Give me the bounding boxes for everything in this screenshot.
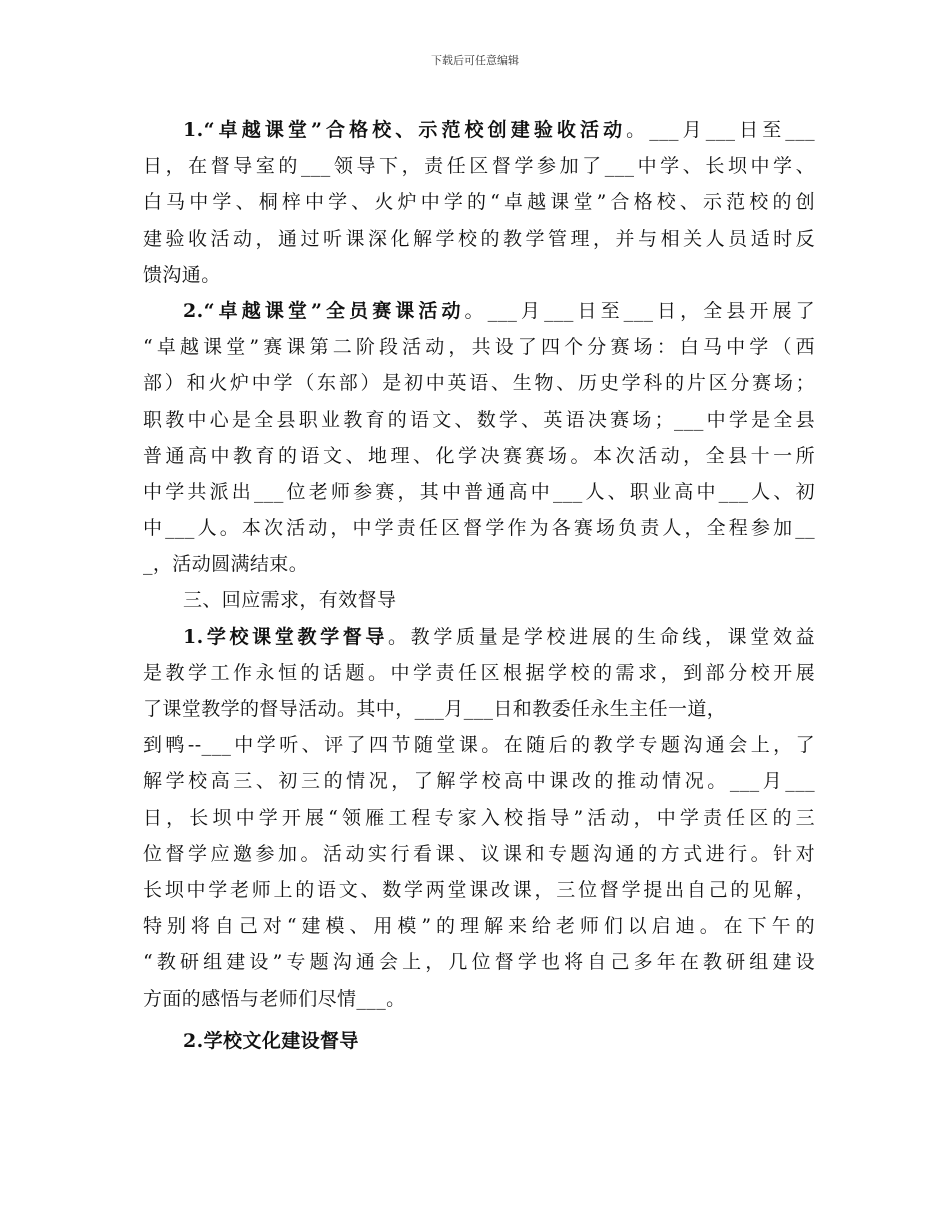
body-text: 长坝中学老师上的语文、数学两堂课改课，三位督学提出自己的见解，	[143, 878, 815, 901]
body-text: 日，长坝中学开展“领雁工程专家入校指导”活动，中学责任区的三	[143, 806, 815, 829]
text-line	[143, 763, 815, 799]
text-line	[143, 619, 815, 655]
text-line	[143, 293, 815, 329]
text-line	[143, 872, 815, 908]
body-text: 到鸭--___中学听、评了四节随堂课。在随后的教学专题沟通会上，了	[143, 734, 815, 757]
text-line	[143, 221, 815, 257]
body-text: 建验收活动，通过听课深化解学校的教学管理，并与相关人员适时反	[143, 227, 815, 250]
heading-text: 1.“卓越课堂”合格校、示范校创建验收活动	[183, 119, 627, 141]
body-text: 。___月___日至___日，全县开展了	[464, 299, 815, 322]
text-line	[143, 438, 815, 474]
body-text: 馈沟通。	[143, 263, 221, 286]
text-line	[143, 1023, 815, 1059]
body-text: 中学共派出___位老师参赛，其中普通高中___人、职业高中___人、初	[143, 480, 815, 503]
text-line	[143, 546, 815, 582]
text-line	[143, 582, 815, 618]
text-line	[143, 727, 815, 763]
body-text: 。教学质量是学校进展的生命线，课堂效益	[388, 625, 815, 648]
text-line	[143, 474, 815, 510]
body-text: 三、回应需求，有效督导	[183, 589, 397, 612]
body-text: 普通高中教育的语文、地理、化学决赛赛场。本次活动，全县十一所	[143, 444, 815, 467]
body-text: 方面的感悟与老师们尽情___。	[143, 987, 406, 1010]
document-body	[143, 112, 815, 1059]
text-line	[143, 510, 815, 546]
body-text: 解学校高三、初三的情况，了解学校高中课改的推动情况。___月___	[143, 770, 815, 793]
heading-text: 1.学校课堂教学督导	[183, 625, 389, 648]
body-text: “教研组建设”专题沟通会上，几位督学也将自己多年在教研组建设	[143, 951, 815, 974]
body-text: 。___月___日至___	[626, 119, 816, 141]
page-header: 下载后可任意编辑	[431, 54, 519, 67]
text-line	[143, 402, 815, 438]
heading-text: 2.“卓越课堂”全员赛课活动	[183, 299, 465, 322]
body-text: 白马中学、桐梓中学、火炉中学的“卓越课堂”合格校、示范校的创	[143, 191, 815, 214]
body-text: 位督学应邀参加。活动实行看课、议课和专题沟通的方式进行。针对	[143, 842, 815, 865]
body-text: 日，在督导室的___领导下，责任区督学参加了___中学、长坝中学、	[143, 155, 815, 178]
text-line	[143, 148, 815, 184]
body-text: 职教中心是全县职业教育的语文、数学、英语决赛场；___中学是全县	[143, 408, 815, 431]
text-line	[143, 981, 815, 1017]
text-line	[143, 944, 815, 980]
body-text: 中___人。本次活动，中学责任区督学作为各赛场负责人，全程参加__	[143, 517, 815, 540]
text-line	[143, 257, 815, 293]
text-line	[143, 800, 815, 836]
text-line	[143, 365, 815, 401]
heading-text: 2.学校文化建设督导	[183, 1029, 359, 1052]
body-text: _，活动圆满结束。	[143, 553, 309, 576]
text-line	[143, 184, 815, 220]
body-text: “卓越课堂”赛课第二阶段活动，共设了四个分赛场：白马中学（西	[143, 336, 815, 359]
body-text: 特别将自己对“建模、用模”的理解来给老师们以启迪。在下午的	[143, 915, 815, 938]
body-text: 了课堂教学的督导活动。其中，___月___日和教委任永生主任一道，	[143, 698, 727, 720]
text-line	[143, 112, 815, 148]
body-text: 部）和火炉中学（东部）是初中英语、生物、历史学科的片区分赛场；	[143, 372, 815, 395]
text-line	[143, 836, 815, 872]
text-line	[143, 908, 815, 944]
text-line	[143, 329, 815, 365]
text-line	[143, 691, 815, 727]
text-line	[143, 655, 815, 691]
body-text: 是教学工作永恒的话题。中学责任区根据学校的需求，到部分校开展	[143, 661, 815, 684]
